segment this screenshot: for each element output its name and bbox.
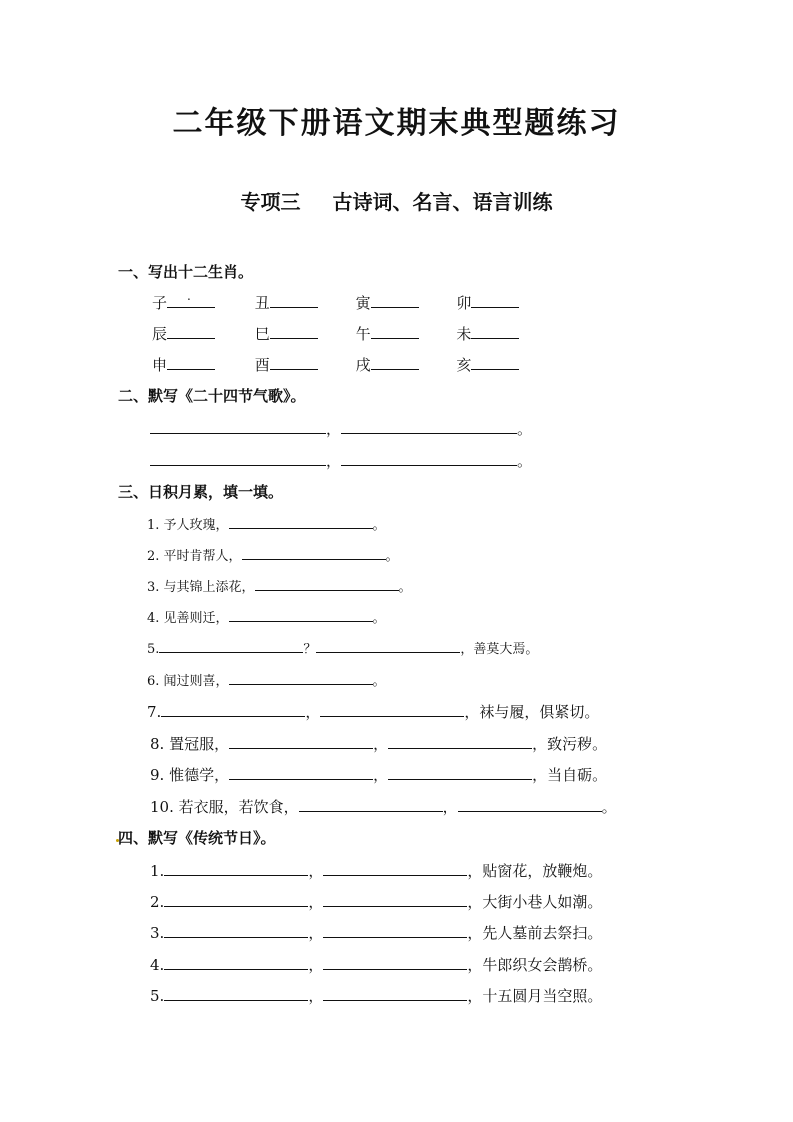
answer-blank[interactable] xyxy=(323,923,467,938)
answer-blank[interactable] xyxy=(229,765,373,780)
answer-blank[interactable] xyxy=(164,986,308,1001)
subtitle-part: 专项三 xyxy=(240,190,301,214)
answer-blank[interactable] xyxy=(229,670,373,685)
answer-blank[interactable] xyxy=(341,451,517,466)
zodiac-cell: 酉 xyxy=(255,354,351,375)
subtitle-topic: 古诗词、名言、语言训练 xyxy=(332,190,553,214)
answer-blank[interactable] xyxy=(229,514,373,529)
answer-blank[interactable] xyxy=(229,734,373,749)
fill-item: 4. 见善则迁， 。 xyxy=(147,607,386,626)
answer-blank[interactable] xyxy=(150,451,326,466)
zodiac-cell: 申 xyxy=(152,354,250,375)
answer-blank[interactable] xyxy=(150,419,326,434)
page-subtitle xyxy=(0,186,793,215)
answer-blank[interactable] xyxy=(388,734,532,749)
answer-blank[interactable] xyxy=(270,324,318,339)
zodiac-cell: 丑 xyxy=(255,292,351,313)
zodiac-row xyxy=(152,289,519,313)
zodiac-cell: 午 xyxy=(356,323,452,344)
answer-blank[interactable] xyxy=(471,293,519,308)
zodiac-cell: 未 xyxy=(456,323,519,344)
answer-blank[interactable] xyxy=(242,545,386,560)
section2-heading: 二、默写《二十四节气歌》。 xyxy=(118,387,306,405)
fill-item: 9. 惟德学， ， ，当自砺。 xyxy=(150,766,608,784)
zodiac-cell: 亥 xyxy=(456,354,519,375)
answer-blank[interactable] xyxy=(164,923,308,938)
fill-item: 3. ， ，先人墓前去祭扫。 xyxy=(150,924,603,942)
section4-heading: 四、默写《传统节日》。 xyxy=(118,829,276,847)
fill-item: 7. ， ，袜与履，俱紧切。 xyxy=(147,703,600,721)
answer-blank[interactable] xyxy=(471,355,519,370)
section1-heading: 一、写出十二生肖。 xyxy=(118,263,254,281)
fill-item: 8. 置冠服， ， ，致污秽。 xyxy=(150,735,608,753)
poem-line: ， 。 xyxy=(150,418,532,439)
zodiac-cell: 辰 xyxy=(152,323,250,344)
answer-blank[interactable] xyxy=(371,355,419,370)
answer-blank[interactable] xyxy=(270,355,318,370)
page-title: 二年级下册语文期末典型题练习 xyxy=(172,106,621,141)
answer-blank[interactable] xyxy=(323,861,467,876)
answer-blank[interactable] xyxy=(388,765,532,780)
answer-blank[interactable] xyxy=(299,797,443,812)
zodiac-cell: 巳 xyxy=(255,323,351,344)
answer-blank[interactable] xyxy=(458,797,602,812)
answer-blank[interactable] xyxy=(341,419,517,434)
answer-blank[interactable] xyxy=(164,955,308,970)
fill-item: 3. 与其锦上添花， 。 xyxy=(147,576,412,595)
answer-blank[interactable] xyxy=(159,638,303,653)
zodiac-row xyxy=(152,354,519,375)
answer-blank[interactable] xyxy=(164,892,308,907)
answer-blank[interactable] xyxy=(316,638,460,653)
answer-blank[interactable] xyxy=(323,892,467,907)
answer-blank[interactable] xyxy=(371,293,419,308)
answer-blank[interactable] xyxy=(161,702,305,717)
answer-blank[interactable]: . xyxy=(167,293,215,308)
answer-blank[interactable] xyxy=(164,861,308,876)
answer-blank[interactable] xyxy=(167,355,215,370)
answer-blank[interactable] xyxy=(323,986,467,1001)
fill-item: 1. 予人玫瑰， 。 xyxy=(147,514,386,533)
fill-item: 1. ， ，贴窗花，放鞭炮。 xyxy=(150,862,603,880)
fill-item: 5. ？ ，善莫大焉。 xyxy=(147,638,538,657)
answer-blank[interactable] xyxy=(320,702,464,717)
zodiac-cell: 子 . xyxy=(152,292,250,313)
answer-blank[interactable] xyxy=(167,324,215,339)
answer-blank[interactable] xyxy=(323,955,467,970)
fill-item: 10. 若衣服，若饮食， ， 。 xyxy=(150,798,617,816)
fill-item: 2. ， ，大街小巷人如潮。 xyxy=(150,893,603,911)
answer-blank[interactable] xyxy=(371,324,419,339)
zodiac-cell: 戌 xyxy=(356,354,452,375)
answer-blank[interactable] xyxy=(255,576,399,591)
section3-heading: 三、日积月累，填一填。 xyxy=(118,483,284,501)
fill-item: 5. ， ，十五圆月当空照。 xyxy=(150,987,603,1005)
zodiac-row xyxy=(152,323,519,344)
fill-item: 4. ， ，牛郎织女会鹊桥。 xyxy=(150,956,603,974)
answer-blank[interactable] xyxy=(229,607,373,622)
zodiac-cell: 寅 xyxy=(356,292,452,313)
answer-blank[interactable] xyxy=(270,293,318,308)
fill-item: 6. 闻过则喜， 。 xyxy=(147,670,386,689)
answer-blank[interactable] xyxy=(471,324,519,339)
zodiac-cell: 卯 xyxy=(456,292,519,313)
poem-line: ， 。 xyxy=(150,450,532,471)
fill-item: 2. 平时肯帮人， 。 xyxy=(147,545,399,564)
